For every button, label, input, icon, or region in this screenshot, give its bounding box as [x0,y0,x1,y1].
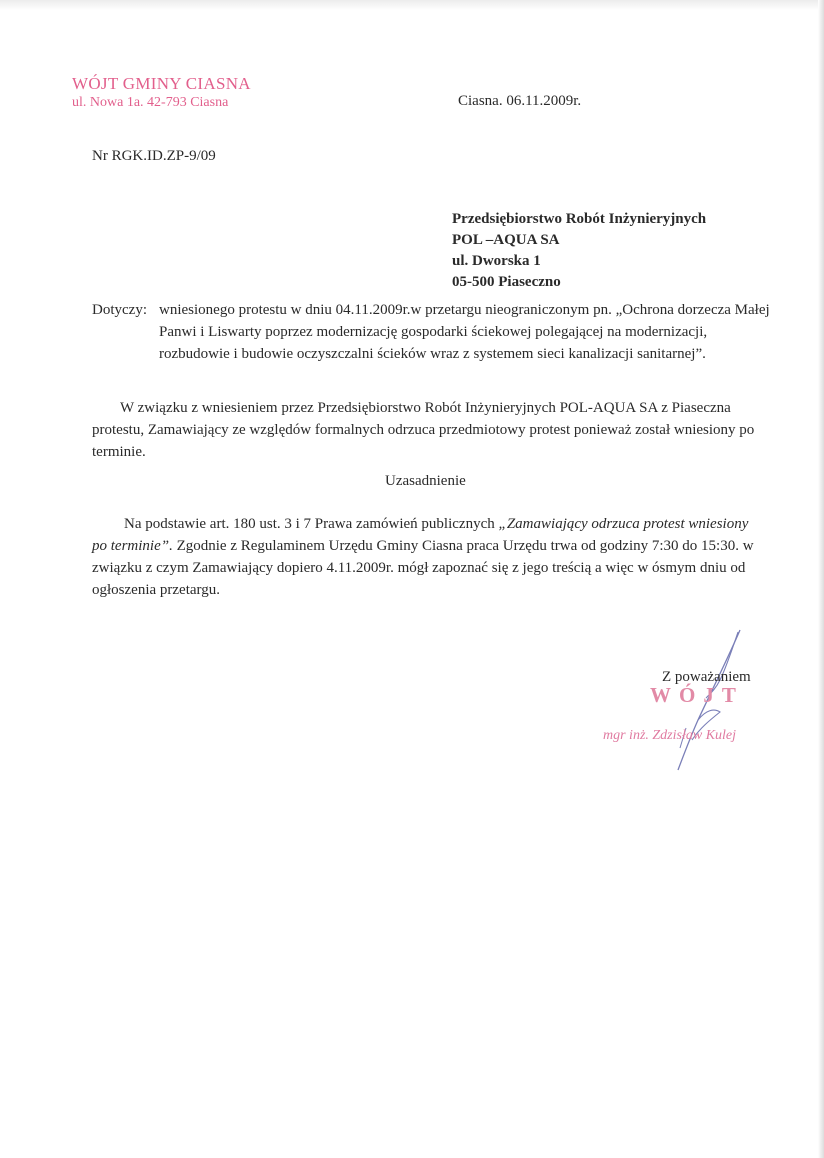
closing-salutation: Z poważaniem [662,669,751,685]
addressee-line: ul. Dworska 1 [452,253,541,269]
signature-stamp-name: mgr inż. Zdzisław Kulej [603,728,737,743]
addressee-line: POL –AQUA SA [452,232,560,248]
justification-text-start: Na podstawie art. 180 ust. 3 i 7 Prawa zamówień publicznych [124,516,499,532]
letter-date: Ciasna. 06.11.2009r. [458,93,582,109]
reference-number: Nr RGK.ID.ZP-9/09 [92,148,216,164]
scan-shadow-top [0,0,824,10]
sender-stamp-title: WÓJT GMINY CIASNA [72,74,251,93]
addressee-line: Przedsiębiorstwo Robót Inżynieryjnych [452,211,707,227]
justification-paragraph [92,513,762,601]
justification-text-end: Zgodnie z Regulaminem Urzędu Gminy Ciasna praca Urzędu trwa od godziny 7:30 do 15:30. w związku z czym Zamawiający dopiero 4.11.2009r. mógł zapoznać się z jego treścią a więc w ósmym dniu od ogłoszenia przetargu. [92,538,754,598]
addressee-block [452,209,706,293]
subject-block [92,299,772,365]
subject-label: Dotyczy: [92,302,147,318]
sender-stamp [72,74,251,111]
addressee-line: 05-500 Piaseczno [452,274,561,290]
sender-stamp-address: ul. Nowa 1a. 42-793 Ciasna [72,95,229,110]
subject-text: wniesionego protestu w dniu 04.11.2009r.w przetargu nieograniczonym pn. „Ochrona dorzecza Małej Panwi i Liswarty poprzez modernizację gospodarki ściekowej polegającej na modernizacji, rozbudowie i budowie oczyszczalni ścieków wraz z systemem sieci kanalizacji sanitarnej”. [159,302,770,362]
justification-quote: „Zamawiający odrzuca protest wniesiony po terminie”. [92,516,749,554]
scan-shadow-edge [818,0,824,1158]
decision-paragraph: W związku z wniesieniem przez Przedsiębiorstwo Robót Inżynieryjnych POL-AQUA SA z Piaseczna protestu, Zamawiający ze względów formalnych odrzuca przedmiotowy protest ponieważ został wniesiony po terminie. [92,400,755,460]
justification-heading: Uzasadnienie [385,473,466,489]
signature-stamp-title: WÓJT [650,683,744,707]
